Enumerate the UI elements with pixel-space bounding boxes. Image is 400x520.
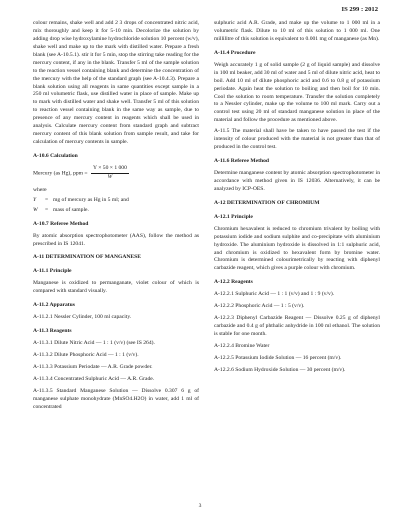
- list-item: A-12.2.2 Phosphoric Acid — 1 : 5 (v/v).: [214, 303, 305, 310]
- list-item: A-11.3.2 Dilute Phosphoric Acid — 1 : 1 (v/v).: [33, 351, 139, 358]
- variable-description: mg of mercury as Hg in 5 ml; and: [53, 196, 129, 203]
- variable-symbol: Y: [33, 196, 37, 203]
- variable-definition: [33, 207, 199, 215]
- formula-numerator: Y × 50 × 1 000: [91, 165, 129, 174]
- paragraph: Determine manganese content by atomic absorption spectrophotometer in accordance with method given in IS 12036. Alternatively, it can be analyzed by ICP-OES.: [214, 170, 380, 192]
- section-heading: A-10.6 Calculation: [33, 153, 78, 159]
- paragraph: Manganese is oxidized to permanganate, violet colour of which is compared with standard visually.: [33, 280, 199, 295]
- list-item: A-12.2.3 Diphenyl Carbazide Reagent — Dissolve 0.25 g of diphenyl carbazide and 0.4 g of phthalic anhydride in 100 ml ethanol. The solution is stable for one month.: [214, 315, 380, 337]
- paragraph: A-11.5 The material shall have be taken to have passed the test if the intensity of colour produced with the material is not greater than that of produced in the control test.: [214, 128, 380, 151]
- equals-sign: =: [45, 196, 49, 203]
- paragraph: colour remains, shake well and add 2 3 drops of concentrated nitric acid, mix thoroughly and keep it for 5-10 min. Decolorize the solution by adding drop wise hydroxylamine hydrochloride solution 10 percent (w/v), shake well and make up to the mark with distilled water. Prepare a fresh blank (see A-10.5.1). stir it for 5 min, stop the stirring take reading for the mercury content, if any in the blank. Transfer 5 ml of the sample solution to the reaction vessel containing blank and determine the concentration of the mercury with the help of the standard graph (see A-10.4.3). Prepare a blank solution using all reagents in same quantities except sample in a 250 ml volumetric flask, use distilled water in place of sample. Make up to mark with distilled water and shake well. Transfer 5 ml of this solution to reaction vessel containing blank in the same way as sample, due to presence of any mercury content in reagents which shall be used in analysis. Calculate mercury content from standard graph and subtract mercury content of this blank solution from sample result, and take for calculation of mercury contents in sample.: [33, 20, 199, 146]
- section-heading: A-11.6 Referee Method: [214, 158, 270, 165]
- list-item: A-11.3.1 Dilute Nitric Acid — 1 : 1 (v/v) (see IS 264).: [33, 340, 155, 346]
- equals-sign: =: [45, 206, 49, 213]
- section-heading: A-12.2 Reagents: [214, 279, 253, 286]
- list-item: A-12.2.6 Sodium Hydroxide Solution — 30 percent (m/v).: [214, 366, 346, 373]
- page-number: 3: [198, 503, 202, 510]
- right-column: [214, 20, 380, 379]
- variable-definition: [33, 197, 199, 205]
- list-item: A-12.2.1 Sulphuric Acid — 1 : 1 (v/v) and 1 : 9 (v/v).: [214, 291, 335, 298]
- section-heading: A-11 DETERMINATION OF MANGANESE: [33, 254, 141, 261]
- section-heading: A-11.3 Reagents: [33, 328, 72, 335]
- section-heading: A-12 DETERMINATION OF CHROMIUM: [214, 199, 320, 206]
- section-heading: A-11.4 Procedure: [214, 49, 256, 56]
- variable-description: mass of sample.: [53, 206, 89, 213]
- paragraph: sulphuric acid A.R. Grade, and make up the volume to 1 000 ml in a volumetric flask. Dilute to 10 ml of this solution to 1 000 ml. One millilitre of this solution is equivalent to 0.001 mg of manganese (as Mn).: [214, 20, 380, 42]
- formula-lhs: Mercury (as Hg), ppm =: [33, 170, 88, 177]
- formula-fraction: [91, 165, 129, 182]
- left-column: [33, 20, 199, 416]
- section-heading: A-11.1 Principle: [33, 268, 72, 275]
- where-label: where: [33, 186, 47, 193]
- section-heading: A-10.7 Referee Method: [33, 220, 89, 227]
- paragraph: By atomic absorption spectrophotometer (AAS), follow the method as prescribed in IS 12041.: [33, 232, 199, 247]
- list-item: A-11.3.4 Concentrated Sulphuric Acid — A.R. Grade.: [33, 375, 155, 382]
- list-item: A-11.3.3 Potassium Periodate — A.R. Grade powder.: [33, 363, 153, 370]
- paragraph: Chromium hexavalent is reduced to chromium trivalent by boiling with potassium iodide and sodium sulphite and co-precipitate with aluminium hydroxide. The aluminium hydroxide is dissolved in 1:1 sulphuric acid, and chromium is oxidized to hexavalent form by bromine water. Chromium is determined colourimetrically by reacting with diphenyl carbazide reagent, which gives a purple colour with chromium.: [214, 225, 380, 272]
- section-heading: A-12.1 Principle: [214, 213, 253, 220]
- formula-denominator: W: [107, 173, 113, 180]
- variable-symbol: W: [33, 206, 38, 213]
- list-item: A-11.2.1 Nessler Cylinder, 100 ml capacity.: [33, 314, 132, 321]
- formula: [33, 165, 199, 182]
- list-item: A-11.3.5 Standard Manganese Solution — Dissolve 0.307 6 g of manganese sulphate monohydrate (MnSO4.H2O) in water, add 1 ml of concentrated: [33, 387, 199, 410]
- list-item: A-12.2.4 Bromine Water: [214, 342, 270, 349]
- paragraph: Weigh accurately 1 g of solid sample (2 g of liquid sample) and dissolve in 100 ml beaker, add 30 ml of water and 5 ml of dilute nitric acid, heat to boil. Add 10 ml of dilute phosphoric acid and 0.6 to 0.8 g of potassium periodate. Again heat the solution to boiling and then boil for 10 min. Cool the solution to room temperature. Transfer the solution completely to a Nessler cylinder, make up the volume to 100 ml mark. Carry out a control test using 20 ml of standard manganese solution in place of the material and follow the procedure as mentioned above.: [214, 61, 380, 124]
- standard-number-header: IS 299 : 2012: [341, 6, 378, 13]
- list-item: A-12.2.5 Potassium Iodide Solution — 16 percent (m/v).: [214, 354, 342, 361]
- section-heading: A-11.2 Apparatus: [33, 302, 75, 309]
